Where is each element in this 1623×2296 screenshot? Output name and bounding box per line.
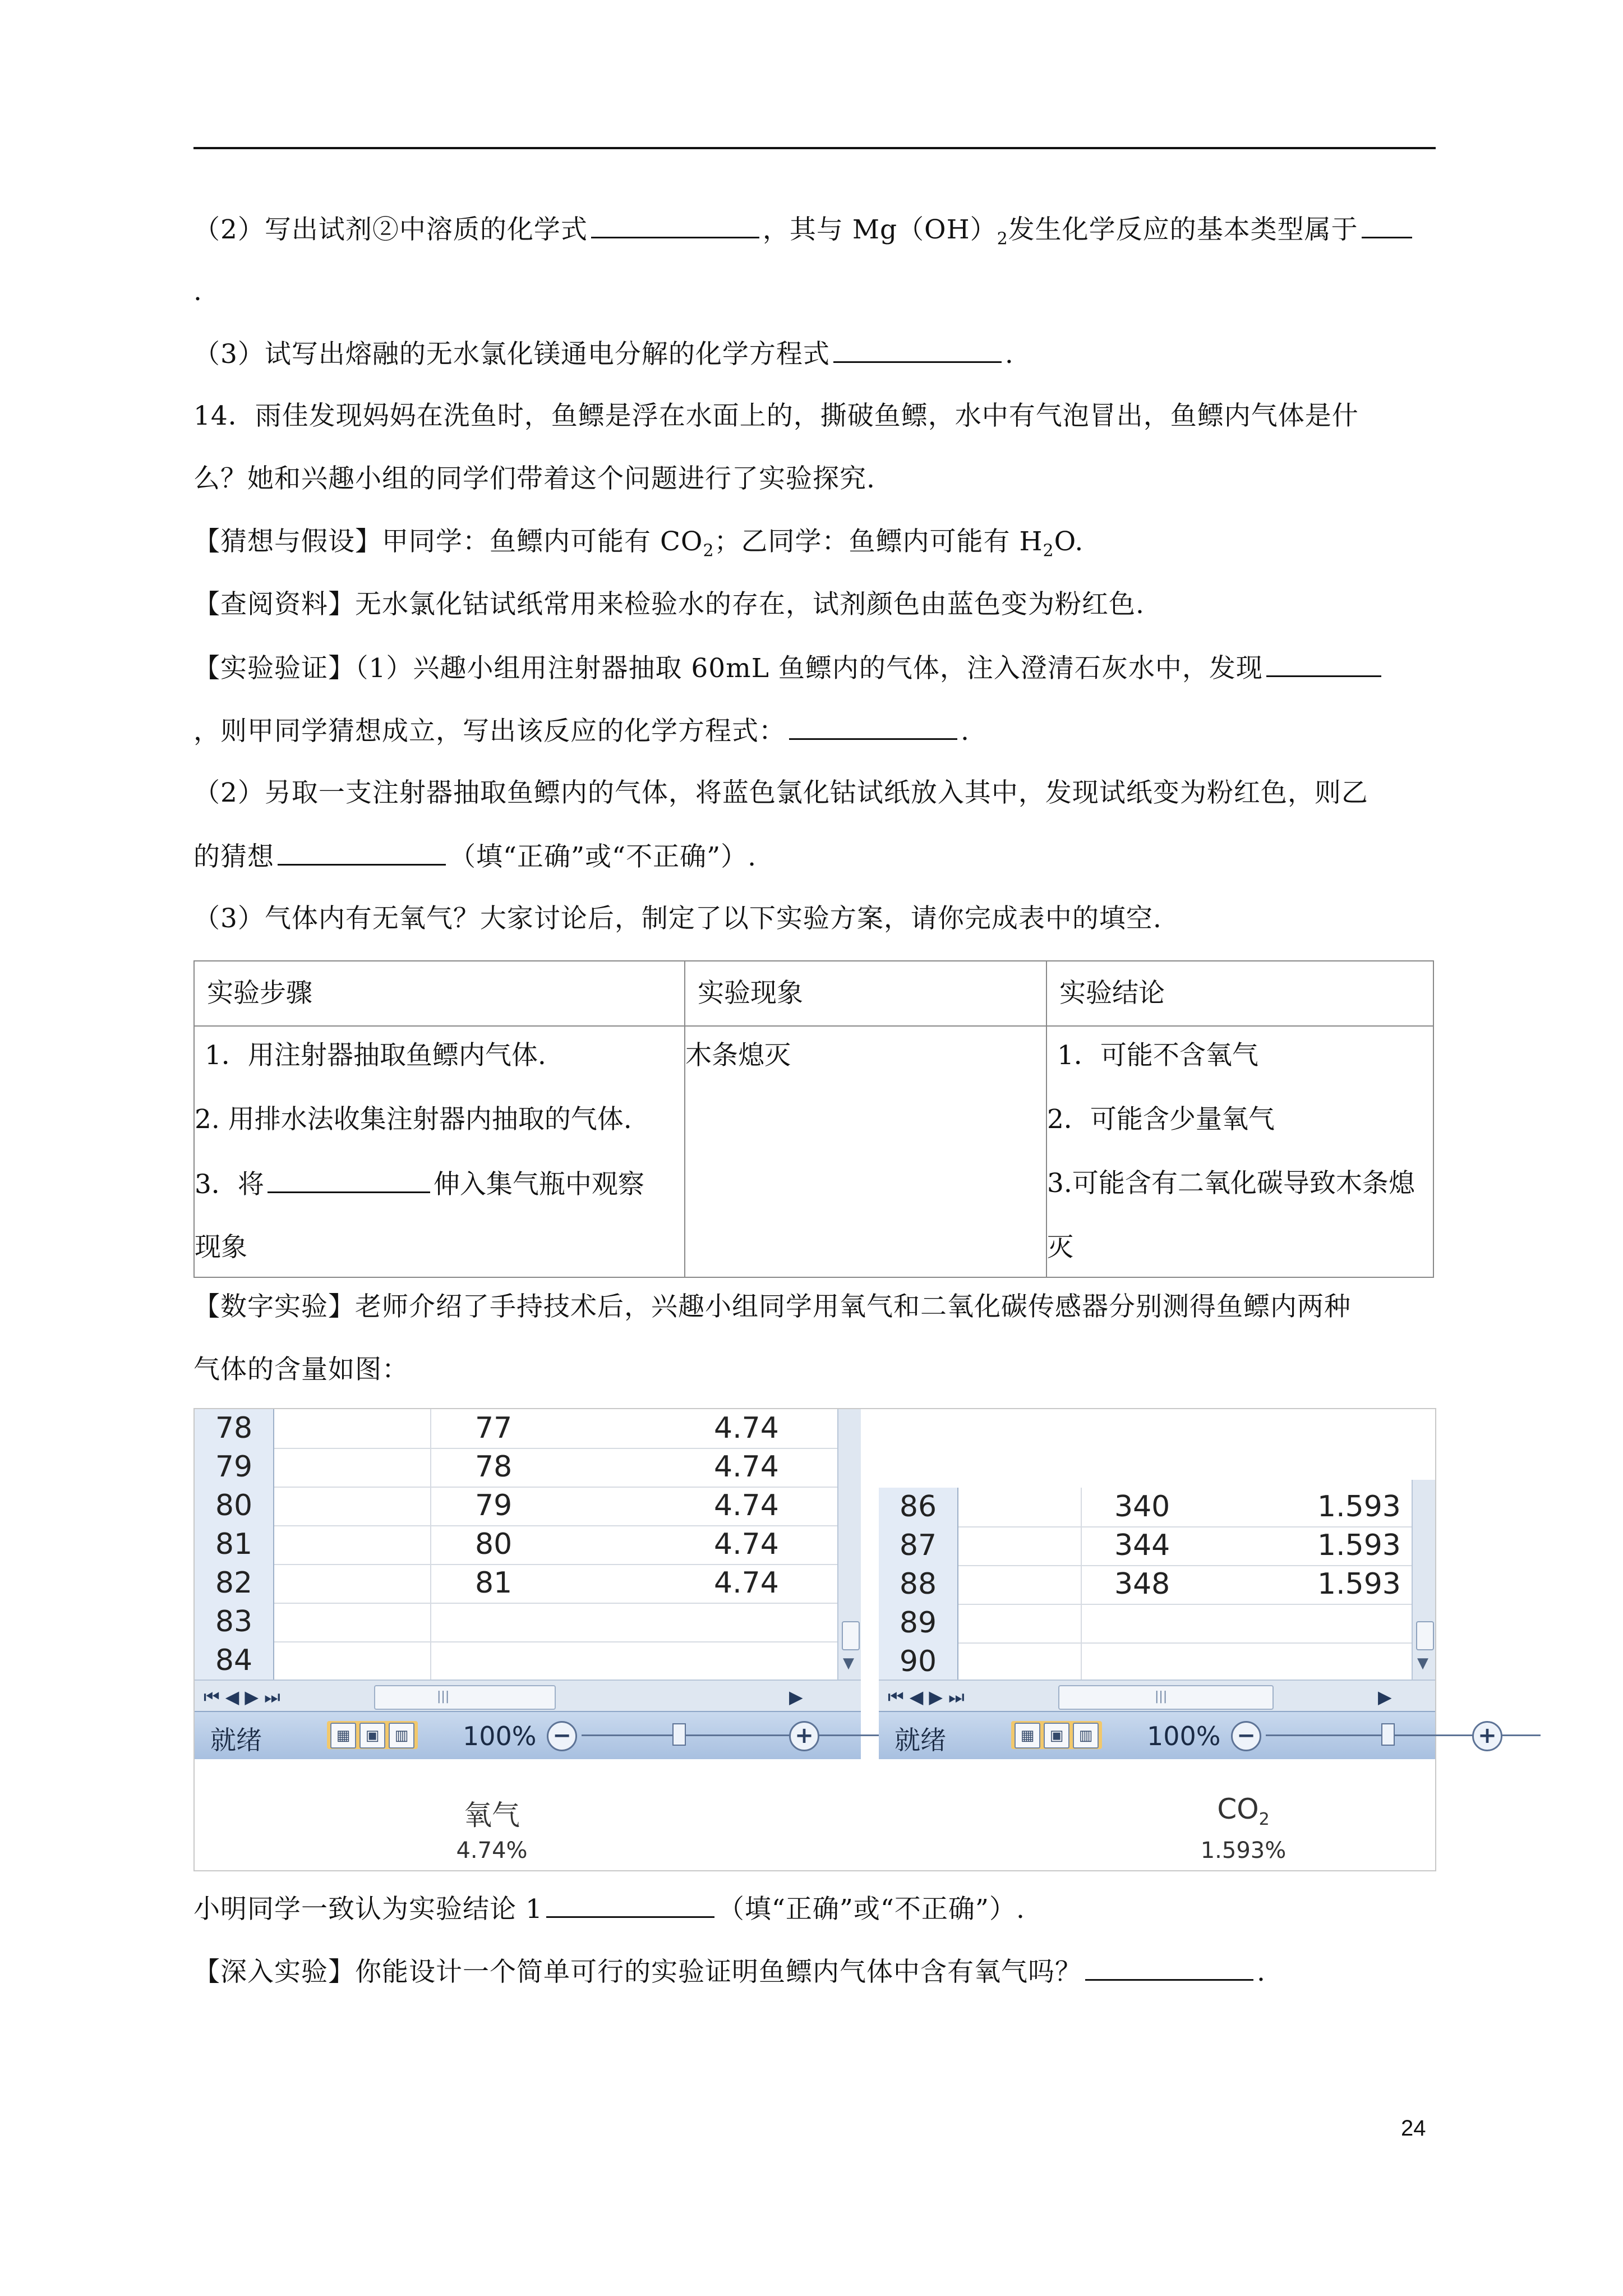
grip-icon: ||| — [1155, 1690, 1168, 1704]
row-number: 79 — [195, 1448, 274, 1487]
horizontal-scroll-thumb[interactable] — [1058, 1685, 1274, 1710]
zoom-level: 100% — [463, 1721, 537, 1751]
hypothesis-text-c: O. — [1054, 526, 1084, 557]
view-mode-buttons — [327, 1721, 418, 1749]
column-divider — [430, 1487, 431, 1525]
digital-line-1: 【数字实验】老师介绍了手持技术后，兴趣小组同学用氧气和二氧化碳传感器分别测得鱼鳔内两种 — [193, 1291, 1351, 1322]
cell-value: 4.74 — [714, 1450, 779, 1484]
vertical-scrollbar[interactable] — [837, 1409, 861, 1680]
zoom-in-icon[interactable]: + — [789, 1721, 819, 1751]
row-number: 80 — [195, 1487, 274, 1525]
scroll-down-arrow-icon[interactable]: ▼ — [1417, 1655, 1428, 1672]
oxygen-label: 氧气 — [464, 1799, 520, 1832]
answer-blank[interactable] — [1362, 212, 1412, 238]
scroll-thumb[interactable] — [842, 1621, 860, 1650]
normal-view-icon[interactable]: ▦ — [1015, 1723, 1040, 1749]
cell-value: 348 — [1114, 1567, 1170, 1601]
zoom-slider-thumb[interactable] — [1381, 1723, 1395, 1746]
column-divider — [430, 1448, 431, 1487]
step-1: 1．用注射器抽取鱼鳔内气体. — [205, 1040, 546, 1071]
oxygen-rows — [195, 1409, 838, 1680]
column-divider — [1081, 1642, 1082, 1681]
vertical-scrollbar[interactable] — [1412, 1480, 1435, 1680]
step-3-tail: 伸入集气瓶中观察 — [433, 1169, 644, 1200]
zoom-in-icon[interactable]: + — [1472, 1721, 1502, 1751]
q2-text-a: （2）写出试剂②中溶质的化学式 — [193, 214, 588, 245]
row-number: 87 — [879, 1526, 958, 1565]
zoom-out-icon[interactable]: − — [1231, 1721, 1261, 1751]
answer-blank[interactable] — [546, 1892, 714, 1918]
q2-text-b: ，其与 Mg（OH） — [762, 214, 997, 245]
hypothesis-line — [193, 525, 1083, 568]
hypothesis-text-a: 【猜想与假设】甲同学：鱼鳔内可能有 CO — [193, 526, 703, 557]
verify-1b-text: ，则甲同学猜想成立，写出该反应的化学方程式： — [193, 716, 786, 747]
answer-blank[interactable] — [833, 337, 1002, 363]
zoom-out-icon[interactable]: − — [547, 1721, 577, 1751]
step-3 — [195, 1167, 684, 1231]
co2-label-text: CO — [1217, 1793, 1259, 1825]
verify-1-text: 【实验验证】（1）兴趣小组用注射器抽取 60mL 鱼鳔内的气体，注入澄清石灰水中，发现 — [193, 653, 1263, 684]
scroll-thumb[interactable] — [1416, 1621, 1434, 1650]
table-row — [195, 1641, 838, 1681]
co2-rows — [879, 1480, 1413, 1680]
horizontal-scroll-thumb[interactable] — [374, 1685, 556, 1710]
cell-value: 4.74 — [714, 1566, 779, 1600]
conclusion-2: 2．可能含少量氧气 — [1047, 1104, 1275, 1135]
page-layout-view-icon[interactable]: ▣ — [359, 1723, 385, 1749]
question-2-line — [193, 212, 1415, 256]
column-divider — [430, 1409, 431, 1448]
h2o-subscript: 2 — [1043, 541, 1054, 561]
conclusion-1: 1．可能不含氧气 — [1057, 1040, 1258, 1071]
table-row — [195, 1525, 838, 1565]
co2-value: 1.593% — [1200, 1838, 1287, 1864]
cell-value: 80 — [475, 1527, 513, 1561]
experiment-table — [193, 960, 1434, 1278]
row-number: 78 — [195, 1409, 274, 1448]
column-divider — [430, 1641, 431, 1680]
cell-value: 4.74 — [714, 1489, 779, 1522]
table-row — [879, 1565, 1413, 1605]
q3-text: （3）试写出熔融的无水氯化镁通电分解的化学方程式 — [193, 339, 830, 370]
conclusion-line — [193, 1892, 1025, 1926]
cell-value: 79 — [475, 1489, 513, 1522]
table-row — [879, 1488, 1413, 1527]
oxygen-spreadsheet — [195, 1409, 861, 1774]
view-mode-buttons — [1011, 1721, 1102, 1749]
q2-subscript: 2 — [997, 229, 1008, 249]
column-divider — [1081, 1565, 1082, 1604]
conclusion-text-a: 小明同学一致认为实验结论 1 — [193, 1894, 543, 1925]
cell-value: 81 — [475, 1566, 513, 1600]
row-number: 88 — [879, 1565, 958, 1604]
answer-blank[interactable] — [789, 714, 957, 740]
sheet-nav-arrows-icon[interactable]: ⏮◀▶⏭ — [888, 1686, 970, 1708]
digital-line-2: 气体的含量如图： — [193, 1354, 409, 1385]
verify-3-line: （3）气体内有无氧气？大家讨论后，制定了以下实验方案，请你完成表中的填空. — [193, 903, 1162, 934]
phenomenon-cell — [685, 1026, 1046, 1277]
answer-blank[interactable] — [278, 839, 446, 866]
sensor-readings-figure — [193, 1408, 1497, 1871]
verify-2b-text-a: 的猜想 — [193, 841, 274, 872]
answer-blank[interactable] — [1266, 651, 1381, 677]
co2-subscript: 2 — [703, 541, 714, 561]
sheet-tab-bar — [879, 1680, 1435, 1712]
verify-1b-period: . — [961, 716, 970, 747]
q14-line-1: 14．雨佳发现妈妈在洗鱼时，鱼鳔是浮在水面上的，撕破鱼鳔，水中有气泡冒出，鱼鳔内气体是什 — [193, 401, 1359, 431]
q3-period: . — [1004, 339, 1014, 370]
normal-view-icon[interactable]: ▦ — [330, 1723, 356, 1749]
q2-period: . — [193, 276, 202, 307]
cell-value: 4.74 — [714, 1527, 779, 1561]
co2-label — [1187, 1793, 1299, 1829]
table-row — [195, 1409, 838, 1449]
row-number: 90 — [879, 1642, 958, 1681]
scroll-down-arrow-icon[interactable]: ▼ — [843, 1655, 854, 1672]
verify-2-line: （2）另取一支注射器抽取鱼鳔内的气体，将蓝色氯化钴试纸放入其中，发现试纸变为粉红色，则乙 — [193, 777, 1368, 808]
row-number: 81 — [195, 1525, 274, 1564]
column-divider — [1081, 1526, 1082, 1565]
column-divider — [1081, 1604, 1082, 1642]
answer-blank[interactable] — [1085, 1954, 1253, 1981]
cell-value: 1.593 — [1317, 1529, 1401, 1562]
deeper-text: 【深入实验】你能设计一个简单可行的实验证明鱼鳔内气体中含有氧气吗？ — [193, 1957, 1082, 1987]
conclusion-3-continued: 灭 — [1047, 1232, 1073, 1263]
page-number: 24 — [1401, 2116, 1426, 2141]
steps-cell — [194, 1026, 685, 1277]
status-ready-text: 就绪 — [895, 1725, 946, 1755]
step-3-text: 3．将 — [195, 1169, 264, 1200]
conclusion-text-b: （填“正确”或“不正确”）. — [717, 1894, 1025, 1925]
scroll-right-arrow-icon[interactable]: ▶ — [1378, 1686, 1392, 1708]
header-rule — [193, 147, 1436, 149]
page-layout-view-icon[interactable]: ▣ — [1044, 1723, 1069, 1749]
verify-1-line — [193, 651, 1385, 685]
table-row — [195, 1603, 838, 1642]
table-row — [879, 1642, 1413, 1682]
phenomenon-text: 木条熄灭 — [685, 1040, 791, 1071]
table-row — [195, 1448, 838, 1488]
row-number: 83 — [195, 1603, 274, 1641]
table-header-steps: 实验步骤 — [194, 961, 685, 1026]
scroll-right-arrow-icon[interactable]: ▶ — [789, 1686, 803, 1708]
row-number: 86 — [879, 1488, 958, 1526]
q14-line-2: 么？她和兴趣小组的同学们带着这个问题进行了实验探究. — [193, 463, 875, 494]
sheet-tab-bar — [195, 1680, 861, 1712]
q2-period-line — [193, 275, 202, 309]
status-bar — [879, 1711, 1497, 1759]
row-number: 84 — [195, 1641, 274, 1680]
table-row — [879, 1526, 1413, 1566]
table-row — [194, 1026, 1433, 1277]
column-divider — [430, 1564, 431, 1603]
grip-icon: ||| — [437, 1690, 450, 1704]
co2-label-subscript: 2 — [1258, 1810, 1270, 1829]
cell-value: 77 — [475, 1411, 513, 1445]
question-3-line — [193, 337, 1014, 371]
column-divider — [430, 1525, 431, 1564]
column-divider — [1081, 1488, 1082, 1526]
column-divider — [430, 1603, 431, 1641]
answer-blank[interactable] — [268, 1167, 430, 1193]
row-number: 82 — [195, 1564, 274, 1603]
page-break-view-icon[interactable]: ▥ — [389, 1723, 414, 1749]
row-number: 89 — [879, 1604, 958, 1642]
zoom-level: 100% — [1147, 1721, 1221, 1751]
page-break-view-icon[interactable]: ▥ — [1073, 1723, 1099, 1749]
cell-value: 344 — [1114, 1529, 1170, 1562]
q2-text-c: 发生化学反应的基本类型属于 — [1008, 214, 1358, 245]
table-row — [195, 1487, 838, 1526]
table-header-conclusion: 实验结论 — [1046, 961, 1433, 1026]
conclusion-cell — [1046, 1026, 1433, 1277]
status-bar — [195, 1711, 861, 1759]
cell-value: 340 — [1114, 1490, 1170, 1524]
cell-value: 78 — [475, 1450, 513, 1484]
deeper-period: . — [1257, 1957, 1266, 1987]
oxygen-value: 4.74% — [456, 1838, 528, 1864]
cell-value: 1.593 — [1317, 1490, 1401, 1524]
table-header-row — [194, 961, 1433, 1026]
cell-value: 4.74 — [714, 1411, 779, 1445]
answer-blank[interactable] — [591, 212, 759, 238]
sheet-nav-arrows-icon[interactable]: ⏮◀▶⏭ — [204, 1686, 286, 1708]
deeper-line — [193, 1954, 1266, 1989]
table-row — [879, 1604, 1413, 1644]
lookup-line: 【查阅资料】无水氯化钴试纸常用来检验水的存在，试剂颜色由蓝色变为粉红色. — [193, 589, 1145, 620]
cell-value: 1.593 — [1317, 1567, 1401, 1601]
hypothesis-text-b: ；乙同学：鱼鳔内可能有 H — [714, 526, 1043, 557]
table-header-phenomenon: 实验现象 — [685, 961, 1046, 1026]
verify-1b-line — [193, 714, 970, 748]
step-2: 2. 用排水法收集注射器内抽取的气体. — [195, 1104, 632, 1135]
verify-2b-line — [193, 839, 757, 874]
verify-2b-text-b: （填“正确”或“不正确”）. — [449, 841, 757, 872]
co2-spreadsheet — [879, 1480, 1497, 1774]
table-row — [195, 1564, 838, 1604]
conclusion-3: 3.可能含有二氧化碳导致木条熄 — [1047, 1168, 1415, 1199]
step-3-continued: 现象 — [195, 1232, 247, 1263]
zoom-slider-thumb[interactable] — [672, 1723, 686, 1746]
status-ready-text: 就绪 — [210, 1725, 262, 1755]
